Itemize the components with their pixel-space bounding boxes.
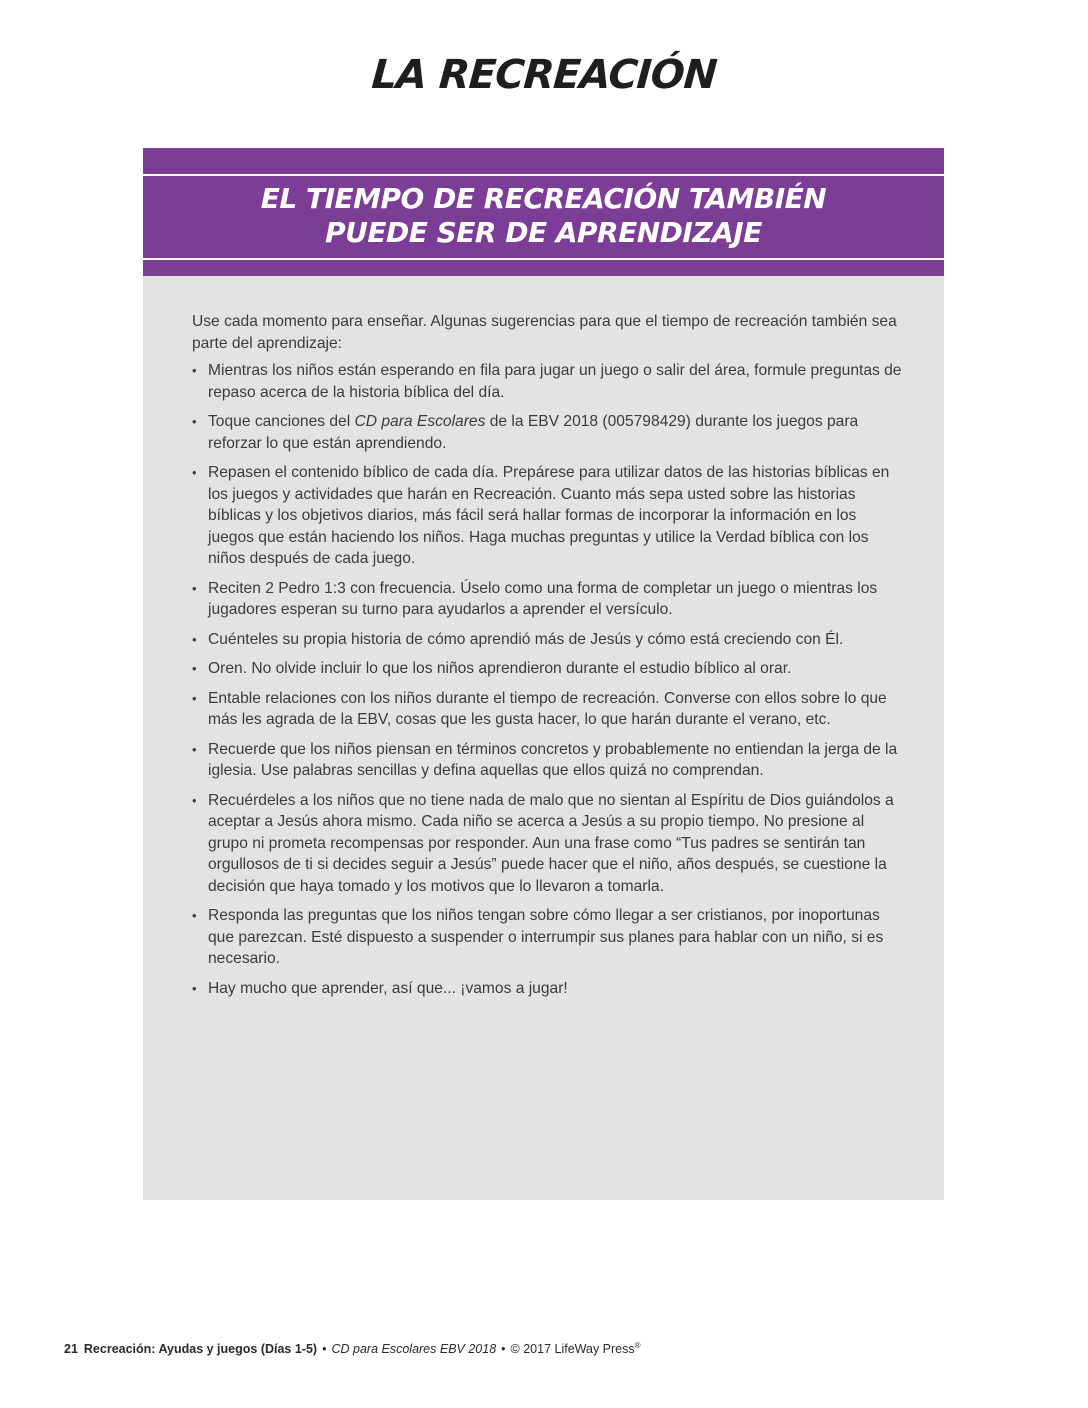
page-title: LA RECREACIÓN (370, 52, 718, 98)
list-item (192, 629, 904, 651)
list-item-text: Repasen el contenido bíblico de cada día. Prepárese para utilizar datos de las historias bíblicas en los juegos y actividades que harán en Recreación. Cuanto más sepa usted sobre las historias bíblicas y los objetivos diarios, más fácil será hallar formas de incorporar la información en los juegos que están haciendo los niños. Haga muchas preguntas y utilice la Verdad bíblica con los niños después de cada juego. (208, 464, 890, 567)
bullet-icon: • (192, 414, 197, 429)
list-item-text: Mientras los niños están esperando en fila para jugar un juego o salir del área, formule preguntas de repaso acerca de la historia bíblica del día. (208, 362, 902, 401)
list-item (192, 360, 904, 403)
list-item-text: Toque canciones del CD para Escolares de la EBV 2018 (005798429) durante los juegos para reforzar lo que están aprendiendo. (208, 413, 859, 452)
bullet-icon: • (192, 363, 197, 378)
page-footer (64, 1341, 641, 1356)
banner-heading-line-1: EL TIEMPO DE RECREACIÓN TAMBIÉN (260, 182, 827, 215)
footer-separator: • (322, 1342, 327, 1357)
list-item (192, 688, 904, 731)
bullet-icon: • (192, 980, 197, 996)
page-number: 21 (64, 1342, 78, 1357)
list-item (192, 411, 904, 454)
cd-title: CD para Escolares (354, 413, 486, 430)
list-item (192, 978, 904, 1000)
list-item-text: Entable relaciones con los niños durante el tiempo de recreación. Converse con ellos sobre lo que más les agrada de la EBV, cosas que les gusta hacer, lo que harán durante el verano, etc. (208, 689, 887, 728)
bullet-icon: • (192, 690, 197, 706)
list-item (192, 462, 904, 570)
section-banner (143, 148, 944, 276)
list-item (192, 905, 904, 970)
list-item (192, 739, 904, 782)
list-item-text: Recuérdeles a los niños que no tiene nada de malo que no sientan al Espíritu de Dios guiándolos a aceptar a Jesús ahora mismo. Cada niño se acerca a Jesús a su propio tiempo. No presione al grupo ni prometa recompensas por responder. Aun una frase como “Tus padres se sentirán tan orgullosos de ti si decides seguir a Jesús” puede hacer que el niño, años después, se cuestione la decisión que haya tomado y los motivos que lo llevaron a tomarla. (208, 791, 894, 895)
bullet-icon: • (192, 792, 197, 808)
list-item-text: Recuerde que los niños piensan en términos concretos y probablemente no entiendan la jerga de la iglesia. Use palabras sencillas y defina aquellas que ellos quizá no comprendan. (208, 740, 898, 779)
list-item-text: Oren. No olvide incluir lo que los niños aprendieron durante el estudio bíblico al orar. (208, 660, 792, 677)
bullet-icon: • (192, 661, 197, 676)
banner-heading (143, 182, 944, 250)
content-box (143, 148, 944, 1200)
footer-copyright: © 2017 LifeWay Press (510, 1342, 635, 1357)
list-item (192, 658, 904, 680)
list-item (192, 578, 904, 621)
footer-product: CD para Escolares EBV 2018 (331, 1342, 497, 1357)
tips-list (192, 360, 904, 999)
bullet-icon: • (192, 631, 197, 647)
registered-mark: ® (634, 1341, 641, 1350)
banner-bottom-rule (143, 258, 944, 260)
bullet-icon: • (192, 465, 197, 480)
intro-paragraph: Use cada momento para enseñar. Algunas sugerencias para que el tiempo de recreación también sea parte del aprendizaje: (192, 313, 897, 352)
footer-section: Recreación: Ayudas y juegos (Días 1-5) (83, 1342, 318, 1357)
list-item-text: Responda las preguntas que los niños tengan sobre cómo llegar a ser cristianos, por inoportunas que parezcan. Esté dispuesto a suspender o interrumpir sus planes para hablar con un niño, si es necesario. (208, 907, 884, 967)
banner-top-rule (143, 174, 944, 176)
bullet-icon: • (192, 741, 197, 757)
bullet-icon: • (192, 908, 197, 923)
body-text (192, 311, 904, 1007)
list-item-text: Hay mucho que aprender, así que... ¡vamos a jugar! (208, 979, 568, 997)
bullet-icon: • (192, 580, 197, 596)
footer-separator: • (501, 1342, 506, 1357)
list-item-text: Cuénteles su propia historia de cómo aprendió más de Jesús y cómo está creciendo con Él. (208, 630, 844, 648)
list-item (192, 790, 904, 898)
list-item-text: Reciten 2 Pedro 1:3 con frecuencia. Úselo como una forma de completar un juego o mientras los jugadores esperan su turno para ayudarlos a aprender el versículo. (208, 579, 878, 618)
banner-heading-line-2: PUEDE SER DE APRENDIZAJE (325, 216, 762, 249)
